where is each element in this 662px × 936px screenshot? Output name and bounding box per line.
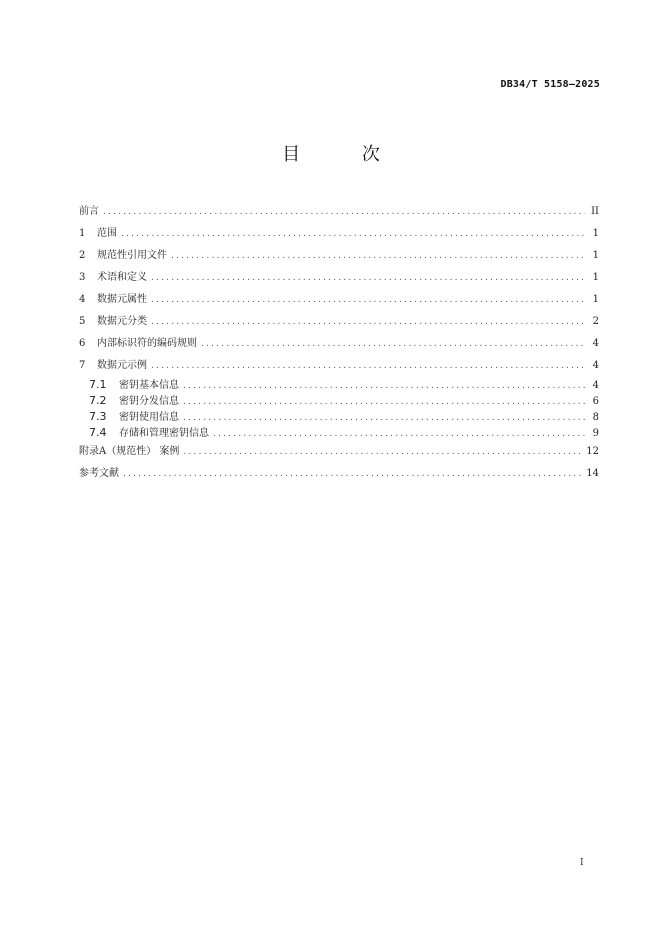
toc-leader-dots [151, 355, 585, 377]
toc-entry-label: 前言 [79, 206, 99, 217]
toc-entry-page: 4 [592, 338, 599, 349]
toc-entry-label: 数据元属性 [97, 294, 147, 305]
table-of-contents [79, 201, 599, 485]
toc-entry-label: 数据元分类 [97, 316, 147, 327]
toc-entry-number: 7.1 [89, 378, 107, 391]
toc-entry-7[interactable] [79, 355, 599, 377]
toc-entry-label: 数据元示例 [97, 360, 147, 371]
toc-leader-dots [123, 463, 582, 485]
toc-entry-2[interactable] [79, 245, 599, 267]
toc-entry-label: 术语和定义 [97, 272, 147, 283]
toc-leader-dots [121, 223, 585, 245]
toc-entry-label: 范围 [97, 228, 117, 239]
toc-entry-number: 5 [79, 316, 86, 327]
toc-entry-foreword[interactable] [79, 201, 599, 223]
toc-entry-page: II [591, 206, 599, 217]
toc-entry-label: 规范性引用文件 [97, 250, 167, 261]
toc-entry-number: 7.2 [89, 394, 107, 407]
toc-leader-dots [183, 394, 585, 410]
toc-entry-1[interactable] [79, 223, 599, 245]
toc-leader-dots [103, 201, 585, 223]
toc-entry-page: 8 [592, 412, 599, 423]
toc-entry-7-2[interactable] [79, 393, 599, 409]
toc-entry-page: 1 [592, 228, 599, 239]
toc-leader-dots [151, 311, 585, 333]
toc-entry-4[interactable] [79, 289, 599, 311]
toc-entry-6[interactable] [79, 333, 599, 355]
toc-entry-page: 4 [592, 360, 599, 371]
toc-entry-label: 内部标识符的编码规则 [97, 338, 197, 349]
toc-entry-label: 密钥分发信息 [119, 396, 179, 407]
toc-entry-page: 2 [592, 316, 599, 327]
page-number: I [580, 858, 584, 868]
toc-entry-number: 6 [79, 338, 86, 349]
toc-entry-page: 1 [592, 272, 599, 283]
toc-entry-page: 12 [586, 446, 599, 457]
toc-entry-page: 4 [592, 380, 599, 391]
toc-entry-appendix-a[interactable] [79, 441, 599, 463]
toc-entry-number: 4 [79, 294, 86, 305]
toc-leader-dots [183, 410, 585, 426]
toc-leader-dots [213, 426, 585, 442]
toc-leader-dots [151, 289, 585, 311]
toc-entry-number: 1 [79, 228, 86, 239]
toc-leader-dots [151, 267, 585, 289]
toc-entry-7-1[interactable] [79, 377, 599, 393]
toc-entry-references[interactable] [79, 463, 599, 485]
toc-entry-label: 附录A（规范性） 案例 [79, 446, 180, 457]
toc-entry-7-3[interactable] [79, 409, 599, 425]
toc-entry-label: 参考文献 [79, 468, 119, 479]
toc-entry-3[interactable] [79, 267, 599, 289]
toc-entry-7-4[interactable] [79, 425, 599, 441]
standard-code: DB34/T 5158—2025 [500, 79, 600, 90]
toc-leader-dots [171, 245, 585, 267]
toc-entry-page: 6 [592, 396, 599, 407]
toc-entry-number: 7.3 [89, 410, 107, 423]
toc-entry-number: 2 [79, 250, 86, 261]
toc-entry-page: 14 [586, 468, 599, 479]
toc-entry-number: 7.4 [89, 426, 107, 439]
toc-entry-label: 密钥基本信息 [119, 380, 179, 391]
toc-entry-number: 7 [79, 360, 86, 371]
toc-entry-number: 3 [79, 272, 86, 283]
toc-leader-dots [183, 441, 582, 463]
toc-entry-page: 9 [592, 428, 599, 439]
toc-entry-label: 密钥使用信息 [119, 412, 179, 423]
toc-leader-dots [201, 333, 585, 355]
page-title: 目 次 [282, 144, 408, 165]
toc-entry-label: 存储和管理密钥信息 [119, 428, 209, 439]
toc-leader-dots [183, 378, 585, 394]
toc-entry-page: 1 [592, 294, 599, 305]
toc-entry-page: 1 [592, 250, 599, 261]
toc-entry-5[interactable] [79, 311, 599, 333]
